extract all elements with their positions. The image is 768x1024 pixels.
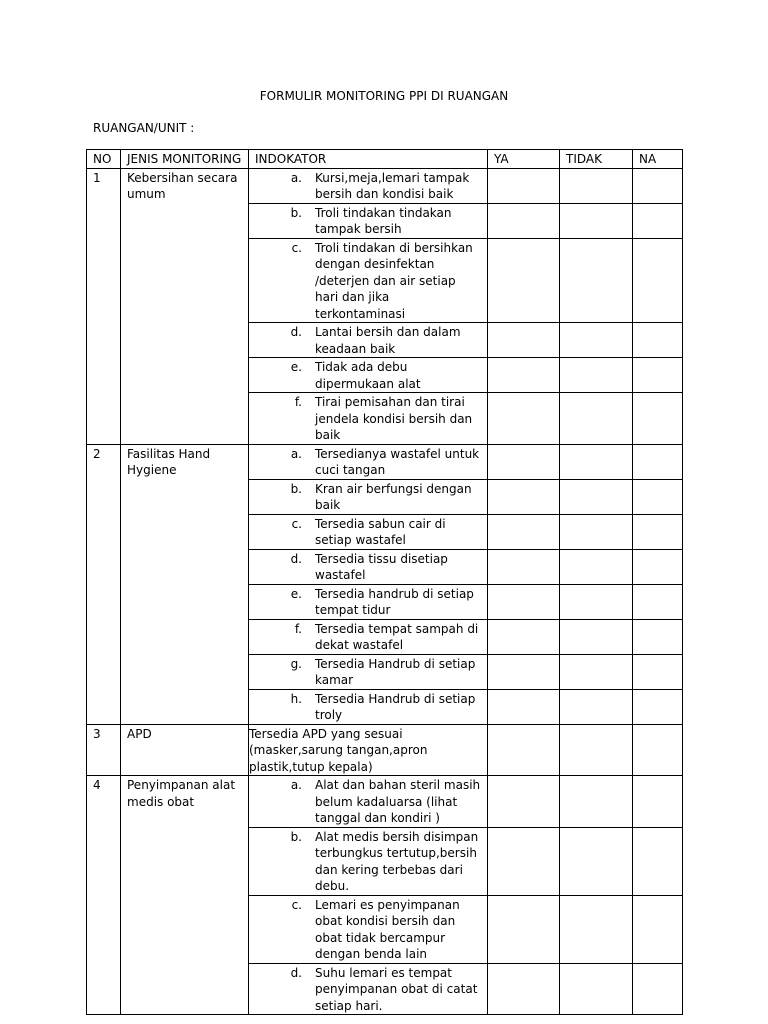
section-jenis-monitoring: Penyimpanan alat medis obat xyxy=(121,776,249,1015)
checkbox-cell-tidak[interactable] xyxy=(560,584,633,619)
indikator-letter: h. xyxy=(290,691,302,706)
indikator-text: Tersedia Handrub di setiap kamar xyxy=(315,656,476,687)
checkbox-cell-na[interactable] xyxy=(633,514,683,549)
table-body xyxy=(87,168,683,1015)
indikator-letter: e. xyxy=(290,360,302,374)
indikator-letter: b. xyxy=(290,829,302,844)
checkbox-cell-ya[interactable] xyxy=(488,724,560,776)
indikator-letter: c. xyxy=(291,516,302,531)
unit-label: RUANGAN/UNIT : xyxy=(93,121,195,135)
indikator-text: Kran air berfungsi dengan baik xyxy=(315,481,472,512)
checkbox-cell-tidak[interactable] xyxy=(560,238,633,323)
checkbox-cell-ya[interactable] xyxy=(488,238,560,323)
checkbox-cell-ya[interactable] xyxy=(488,358,560,393)
checkbox-cell-tidak[interactable] xyxy=(560,514,633,549)
checkbox-cell-tidak[interactable] xyxy=(560,323,633,358)
indikator-text: Tersedia tissu disetiap wastafel xyxy=(315,551,448,582)
checkbox-cell-tidak[interactable] xyxy=(560,479,633,514)
indikator-cell xyxy=(249,358,488,393)
table-header-row xyxy=(87,150,683,169)
section-jenis-monitoring: Fasilitas Hand Hygiene xyxy=(121,444,249,724)
indikator-cell xyxy=(249,724,488,776)
checkbox-cell-ya[interactable] xyxy=(488,444,560,479)
indikator-cell xyxy=(249,584,488,619)
indikator-letter: d. xyxy=(290,965,302,980)
checkbox-cell-na[interactable] xyxy=(633,168,683,203)
checkbox-cell-tidak[interactable] xyxy=(560,724,633,776)
section-number: 4 xyxy=(87,776,121,1015)
checkbox-cell-tidak[interactable] xyxy=(560,895,633,963)
indikator-cell xyxy=(249,549,488,584)
checkbox-cell-na[interactable] xyxy=(633,827,683,895)
monitoring-table xyxy=(86,149,683,1015)
indikator-letter: f. xyxy=(294,621,302,636)
checkbox-cell-tidak[interactable] xyxy=(560,654,633,689)
checkbox-cell-na[interactable] xyxy=(633,393,683,445)
header-na: NA xyxy=(633,150,683,169)
checkbox-cell-tidak[interactable] xyxy=(560,168,633,203)
checkbox-cell-na[interactable] xyxy=(633,776,683,828)
checkbox-cell-ya[interactable] xyxy=(488,776,560,828)
section-jenis-monitoring: APD xyxy=(121,724,249,776)
indikator-letter: a. xyxy=(290,778,302,792)
indikator-cell xyxy=(249,619,488,654)
checkbox-cell-na[interactable] xyxy=(633,895,683,963)
table-row xyxy=(87,724,683,776)
indikator-text: Lemari es penyimpanan obat kondisi bersih dan obat tidak bercampur dengan benda lain xyxy=(315,897,460,961)
section-number: 2 xyxy=(87,444,121,724)
indikator-letter: d. xyxy=(290,325,302,339)
indikator-cell xyxy=(249,444,488,479)
indikator-text: Tidak ada debu dipermukaan alat xyxy=(315,360,421,391)
indikator-text: Tirai pemisahan dan tirai jendela kondisi bersih dan baik xyxy=(315,395,473,442)
indikator-text: Tersedia tempat sampah di dekat wastafel xyxy=(315,621,479,652)
indikator-text: Alat dan bahan steril masih belum kadaluarsa (lihat tanggal dan kondiri ) xyxy=(315,778,481,825)
indikator-text: Troli tindakan di bersihkan dengan desinfektan /deterjen dan air setiap hari dan jika terkontaminasi xyxy=(315,240,473,321)
indikator-text: Suhu lemari es tempat penyimpanan obat di catat setiap hari. xyxy=(315,965,478,1013)
indikator-text: Tersedia sabun cair di setiap wastafel xyxy=(315,516,446,547)
header-ya: YA xyxy=(488,150,560,169)
checkbox-cell-na[interactable] xyxy=(633,584,683,619)
checkbox-cell-ya[interactable] xyxy=(488,689,560,724)
header-indikator: INDOKATOR xyxy=(249,150,488,169)
indikator-text: Lantai bersih dan dalam keadaan baik xyxy=(315,325,461,356)
indikator-text: Alat medis bersih disimpan terbungkus tertutup,bersih dan kering terbebas dari debu. xyxy=(315,829,479,893)
indikator-text: Kursi,meja,lemari tampak bersih dan kondisi baik xyxy=(315,170,470,201)
indikator-cell xyxy=(249,168,488,203)
checkbox-cell-ya[interactable] xyxy=(488,393,560,445)
checkbox-cell-ya[interactable] xyxy=(488,479,560,514)
indikator-cell xyxy=(249,689,488,724)
table-row xyxy=(87,444,683,479)
indikator-cell xyxy=(249,827,488,895)
indikator-text: Tersedia APD yang sesuai (masker,sarung tangan,apron plastik,tutup kepala) xyxy=(249,726,428,774)
checkbox-cell-tidak[interactable] xyxy=(560,358,633,393)
indikator-cell xyxy=(249,514,488,549)
checkbox-cell-ya[interactable] xyxy=(488,895,560,963)
checkbox-cell-ya[interactable] xyxy=(488,654,560,689)
indikator-text: Tersedia Handrub di setiap troly xyxy=(315,691,476,722)
indikator-letter: b. xyxy=(290,481,302,496)
indikator-letter: d. xyxy=(290,551,302,566)
document-title: FORMULIR MONITORING PPI DI RUANGAN xyxy=(259,89,509,103)
section-number: 1 xyxy=(87,168,121,444)
indikator-cell xyxy=(249,776,488,828)
checkbox-cell-tidak[interactable] xyxy=(560,203,633,238)
indikator-letter: f. xyxy=(294,395,302,409)
checkbox-cell-ya[interactable] xyxy=(488,514,560,549)
checkbox-cell-ya[interactable] xyxy=(488,203,560,238)
checkbox-cell-ya[interactable] xyxy=(488,584,560,619)
indikator-text: Troli tindakan tindakan tampak bersih xyxy=(315,205,452,236)
checkbox-cell-na[interactable] xyxy=(633,323,683,358)
indikator-cell xyxy=(249,203,488,238)
checkbox-cell-ya[interactable] xyxy=(488,549,560,584)
checkbox-cell-tidak[interactable] xyxy=(560,444,633,479)
checkbox-cell-na[interactable] xyxy=(633,963,683,1015)
indikator-cell xyxy=(249,963,488,1015)
indikator-cell xyxy=(249,323,488,358)
indikator-cell xyxy=(249,238,488,323)
checkbox-cell-ya[interactable] xyxy=(488,827,560,895)
indikator-letter: a. xyxy=(290,446,302,461)
indikator-letter: c. xyxy=(291,897,302,912)
checkbox-cell-na[interactable] xyxy=(633,358,683,393)
checkbox-cell-ya[interactable] xyxy=(488,619,560,654)
checkbox-cell-tidak[interactable] xyxy=(560,619,633,654)
header-no: NO xyxy=(87,150,121,169)
header-jenis-monitoring: JENIS MONITORING xyxy=(121,150,249,169)
checkbox-cell-ya[interactable] xyxy=(488,323,560,358)
checkbox-cell-tidak[interactable] xyxy=(560,549,633,584)
table-row xyxy=(87,776,683,828)
indikator-letter: e. xyxy=(290,586,302,601)
indikator-letter: g. xyxy=(290,656,302,671)
checkbox-cell-tidak[interactable] xyxy=(560,827,633,895)
checkbox-cell-na[interactable] xyxy=(633,619,683,654)
checkbox-cell-tidak[interactable] xyxy=(560,963,633,1015)
checkbox-cell-na[interactable] xyxy=(633,479,683,514)
indikator-cell xyxy=(249,895,488,963)
checkbox-cell-ya[interactable] xyxy=(488,168,560,203)
indikator-text: Tersedianya wastafel untuk cuci tangan xyxy=(315,446,480,477)
indikator-letter: a. xyxy=(290,170,302,185)
checkbox-cell-tidak[interactable] xyxy=(560,689,633,724)
section-jenis-monitoring: Kebersihan secara umum xyxy=(121,168,249,444)
indikator-text: Tersedia handrub di setiap tempat tidur xyxy=(315,586,474,617)
indikator-letter: c. xyxy=(291,240,302,255)
indikator-cell xyxy=(249,393,488,445)
section-number: 3 xyxy=(87,724,121,776)
indikator-cell xyxy=(249,654,488,689)
indikator-letter: b. xyxy=(290,205,302,220)
checkbox-cell-na[interactable] xyxy=(633,203,683,238)
indikator-cell xyxy=(249,479,488,514)
checkbox-cell-na[interactable] xyxy=(633,238,683,323)
checkbox-cell-ya[interactable] xyxy=(488,963,560,1015)
checkbox-cell-tidak[interactable] xyxy=(560,776,633,828)
checkbox-cell-tidak[interactable] xyxy=(560,393,633,445)
checkbox-cell-na[interactable] xyxy=(633,689,683,724)
checkbox-cell-na[interactable] xyxy=(633,654,683,689)
checkbox-cell-na[interactable] xyxy=(633,549,683,584)
table-row xyxy=(87,168,683,203)
checkbox-cell-na[interactable] xyxy=(633,724,683,776)
checkbox-cell-na[interactable] xyxy=(633,444,683,479)
header-tidak: TIDAK xyxy=(560,150,633,169)
